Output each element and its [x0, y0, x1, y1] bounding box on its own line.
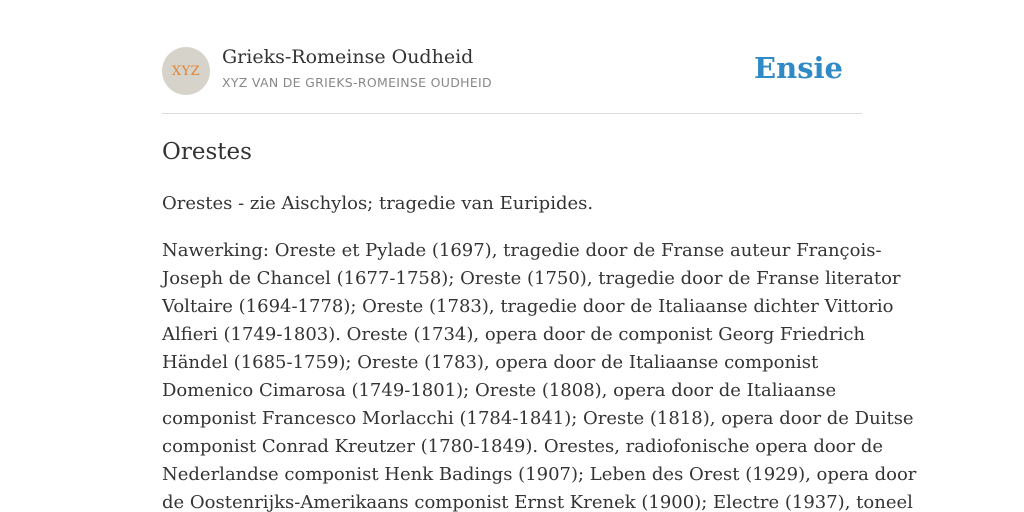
paragraph-line: Domenico Cimarosa (1749-1801); Oreste (1808), opera door de Italiaanse [162, 380, 837, 401]
paragraph-line: de Oostenrijks-Amerikaans componist Ernst Krenek (1900); Electre (1937), toneel [162, 492, 913, 512]
paragraph-line: Voltaire (1694-1778); Oreste (1783), tragedie door de Italiaanse dichter Vittorio [162, 296, 894, 317]
site-logo[interactable] [162, 47, 210, 95]
paragraph-line: Händel (1685-1759); Oreste (1783), opera door de Italiaanse componist [162, 352, 819, 373]
page [162, 0, 917, 512]
paragraph-line: Nawerking: Oreste et Pylade (1697), tragedie door de Franse auteur François- [162, 240, 882, 261]
article-intro: Orestes - zie Aischylos; tragedie van Euripides. [162, 193, 594, 214]
paragraph-line: Nederlandse componist Henk Badings (1907); Leben des Orest (1929), opera door [162, 464, 917, 485]
site-title[interactable]: Grieks-Romeinse Oudheid [222, 46, 474, 68]
logo-text: XYZ [171, 63, 201, 79]
paragraph-line: Alfieri (1749-1803). Oreste (1734), opera door de componist Georg Friedrich [162, 324, 865, 345]
brand-logo-link[interactable]: Ensie [754, 51, 843, 85]
paragraph-line: Joseph de Chancel (1677-1758); Oreste (1750), tragedie door de Franse literator [162, 268, 901, 289]
paragraph-line: componist Francesco Morlacchi (1784-1841); Oreste (1818), opera door de Duitse [162, 408, 914, 429]
site-subtitle: XYZ VAN DE GRIEKS-ROMEINSE OUDHEID [222, 75, 492, 90]
article-title: Orestes [162, 139, 252, 165]
site-header [162, 0, 862, 114]
paragraph-line: componist Conrad Kreutzer (1780-1849). Orestes, radiofonische opera door de [162, 436, 884, 457]
